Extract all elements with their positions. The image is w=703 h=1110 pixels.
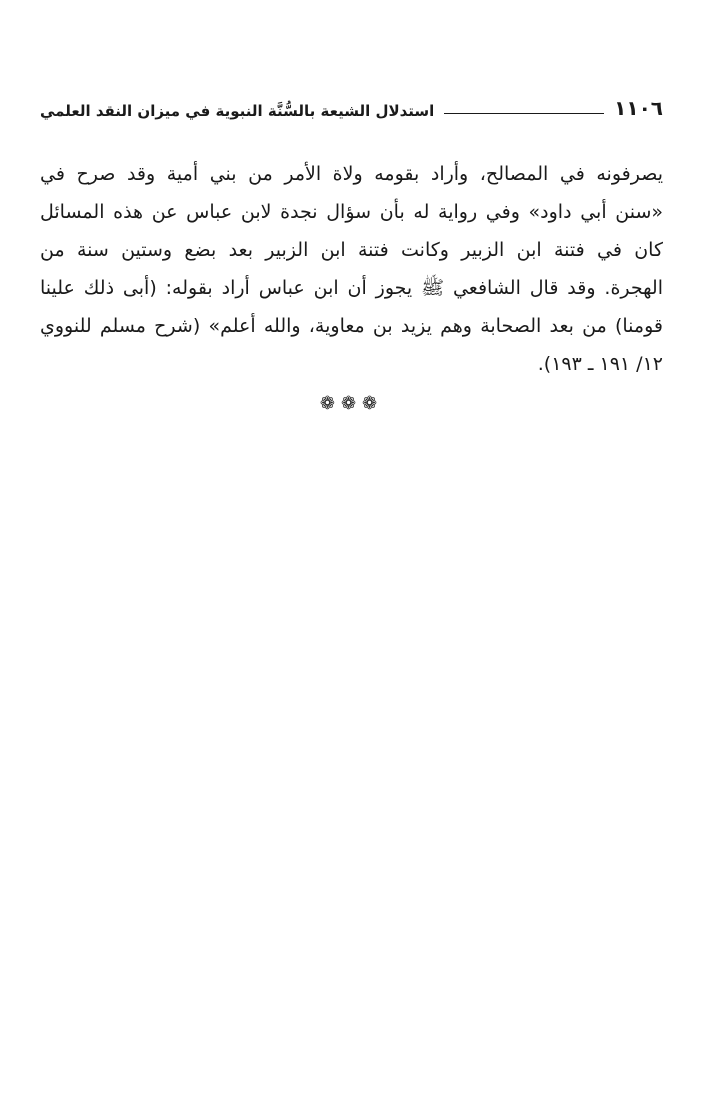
body-line-1: يصرفونه في المصالح، وأراد بقومه ولاة الأمر من بني أمية وقد صرح في	[40, 163, 663, 185]
body-line-4: الهجرة. وقد قال الشافعي ﷺ يجوز أن ابن عباس أراد بقوله: (أبى ذلك علينا	[40, 277, 663, 299]
running-title: استدلال الشيعة بالسُّنَّة النبوية في ميزان النقد العلمي	[40, 102, 435, 120]
body-line-6: ١٢/ ١٩١ ـ ١٩٣).	[537, 353, 663, 375]
section-ornament-icon: ❁❁❁	[319, 393, 384, 414]
header-rule	[444, 113, 604, 114]
body-line-3: كان في فتنة ابن الزبير وكانت فتنة ابن الزبير بعد بضع وستين سنة من	[40, 239, 663, 261]
running-header	[40, 86, 663, 120]
body-line-5: قومنا) من بعد الصحابة وهم يزيد بن معاوية، والله أعلم» (شرح مسلم للنووي	[40, 315, 663, 337]
page-number: ١١٠٦	[614, 96, 663, 120]
body-line-2: «سنن أبي داود» وفي رواية له بأن سؤال نجدة لابن عباس عن هذه المسائل	[40, 201, 663, 223]
body-paragraph	[40, 155, 663, 383]
